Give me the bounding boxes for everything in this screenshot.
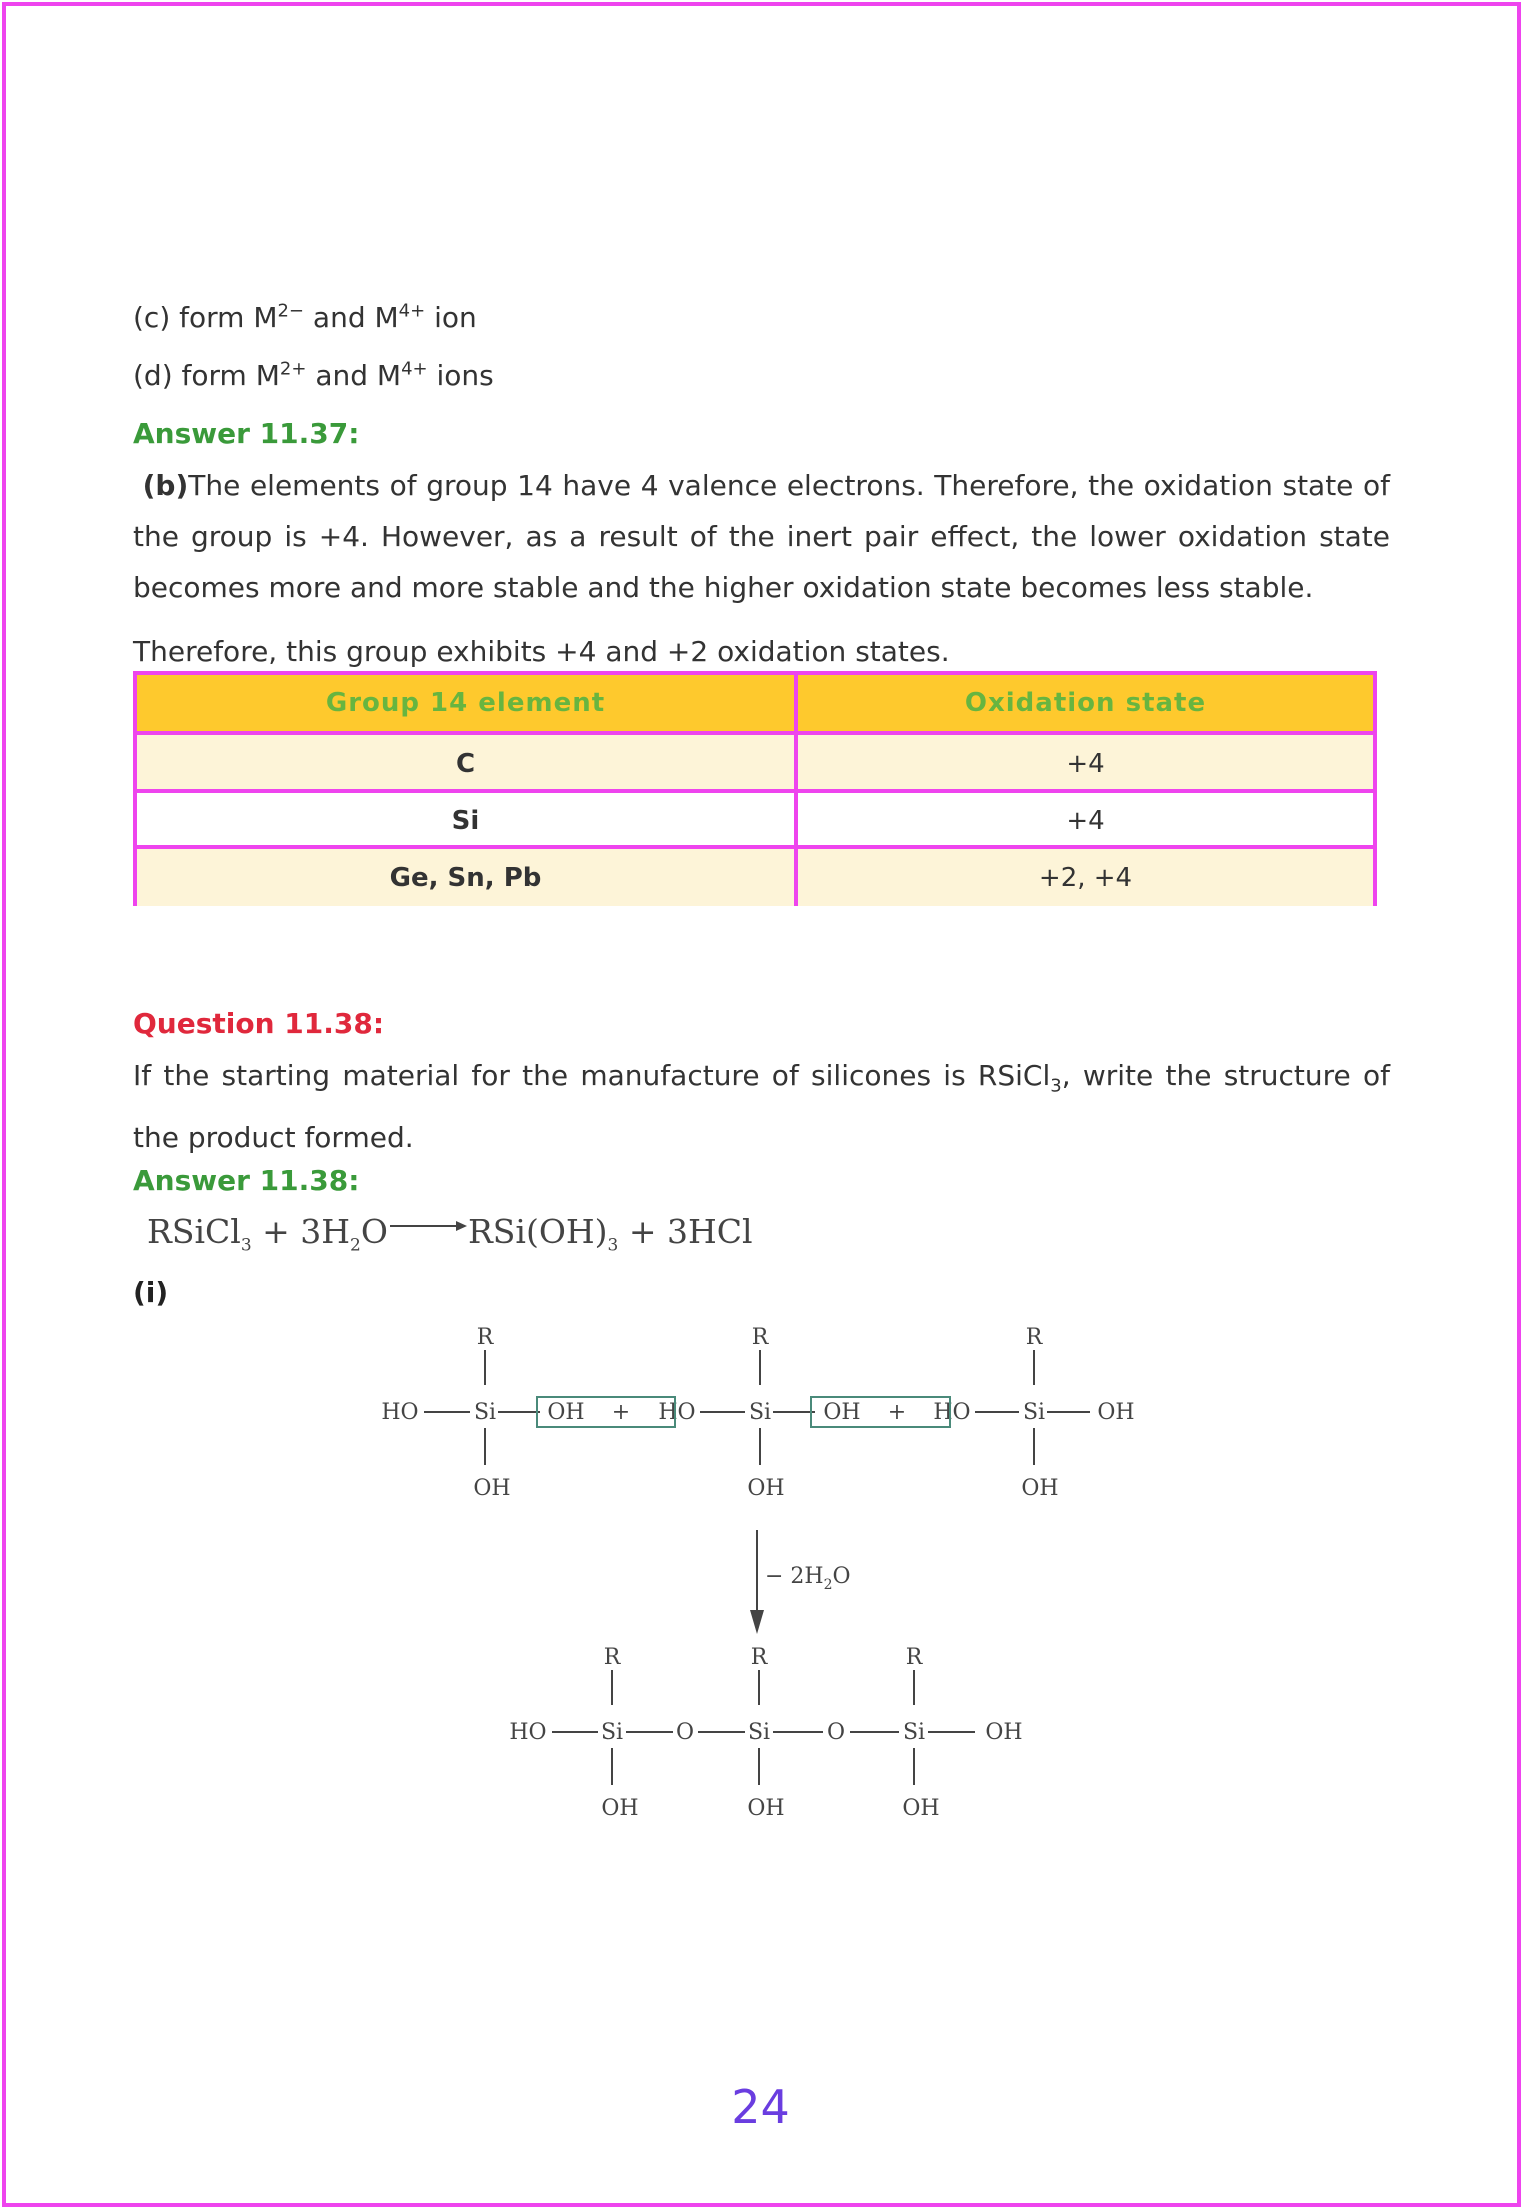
elimination-label: − $2H_2O$ [765,1564,851,1593]
si-label: Si [747,1720,771,1745]
plus-sign: + [887,1400,907,1425]
question-38-text: If the starting material for the manufacture of silicones is RSiCl$_3$, write the structure of the product formed. [133,1059,1391,1154]
oh-label: OH [1021,1476,1059,1501]
reaction-equation: RSiCl$_3$ + $3H_2O$ $RSi(OH)_3 + 3HCl$ [147,1212,753,1256]
table-cell-state: +4 [1066,806,1105,836]
si-label: Si [1022,1400,1046,1425]
option-d: (d) form $M^{2+}$ and $M^{4+}$ ions [133,358,494,392]
ho-label: HO [509,1720,547,1745]
si-label: Si [473,1400,497,1425]
r-label: R [603,1645,621,1670]
r-label: R [476,1325,494,1350]
oh-label: OH [1097,1400,1135,1425]
page-number: 24 [731,2080,790,2134]
table-cell-state: +4 [1066,749,1105,779]
ho-label: HO [381,1400,419,1425]
ho-label: HO [658,1400,696,1425]
oh-label: OH [747,1796,785,1821]
table-cell-element: Si [137,793,798,849]
r-label: R [750,1645,768,1670]
option-c: (c) form $M^{2-}$ and $M^{4+}$ ion [133,300,477,334]
oh-label: OH [823,1400,861,1425]
table-cell-state: +2, +4 [1038,862,1133,893]
r-label: R [1025,1325,1043,1350]
table-cell-element: C [137,735,798,793]
arrowhead-icon [750,1610,764,1634]
si-label: Si [902,1720,926,1745]
o-label: O [826,1720,846,1745]
oh-label: OH [547,1400,585,1425]
si-label: Si [748,1400,772,1425]
answer-37-conclusion: Therefore, this group exhibits +4 and +2 oxidation states. [133,635,950,668]
si-label: Si [600,1720,624,1745]
oh-label: OH [902,1796,940,1821]
answer-37-heading: Answer 11.37: [133,417,360,450]
answer-38-label: (i) [133,1276,169,1309]
ho-label: HO [933,1400,971,1425]
o-label: O [675,1720,695,1745]
oh-label: OH [601,1796,639,1821]
table-header-element: Group 14 element [137,675,798,731]
table-cell-element: Ge, Sn, Pb [137,849,798,906]
answer-37-text: (b)The elements of group 14 have 4 valence electrons. Therefore, the oxidation state of the group is +4. However, as a result of the inert pair effect, the lower oxidation state becomes more and more stable and the higher oxidation state becomes less stable. [133,469,1391,604]
plus-sign: + [611,1400,631,1425]
question-38-heading: Question 11.38: [133,1007,385,1040]
oh-label: OH [747,1476,785,1501]
oh-label: OH [473,1476,511,1501]
oh-label: OH [985,1720,1023,1745]
answer-38-heading: Answer 11.38: [133,1164,360,1197]
table-header-state: Oxidation state [964,688,1207,718]
r-label: R [751,1325,769,1350]
r-label: R [905,1645,923,1670]
